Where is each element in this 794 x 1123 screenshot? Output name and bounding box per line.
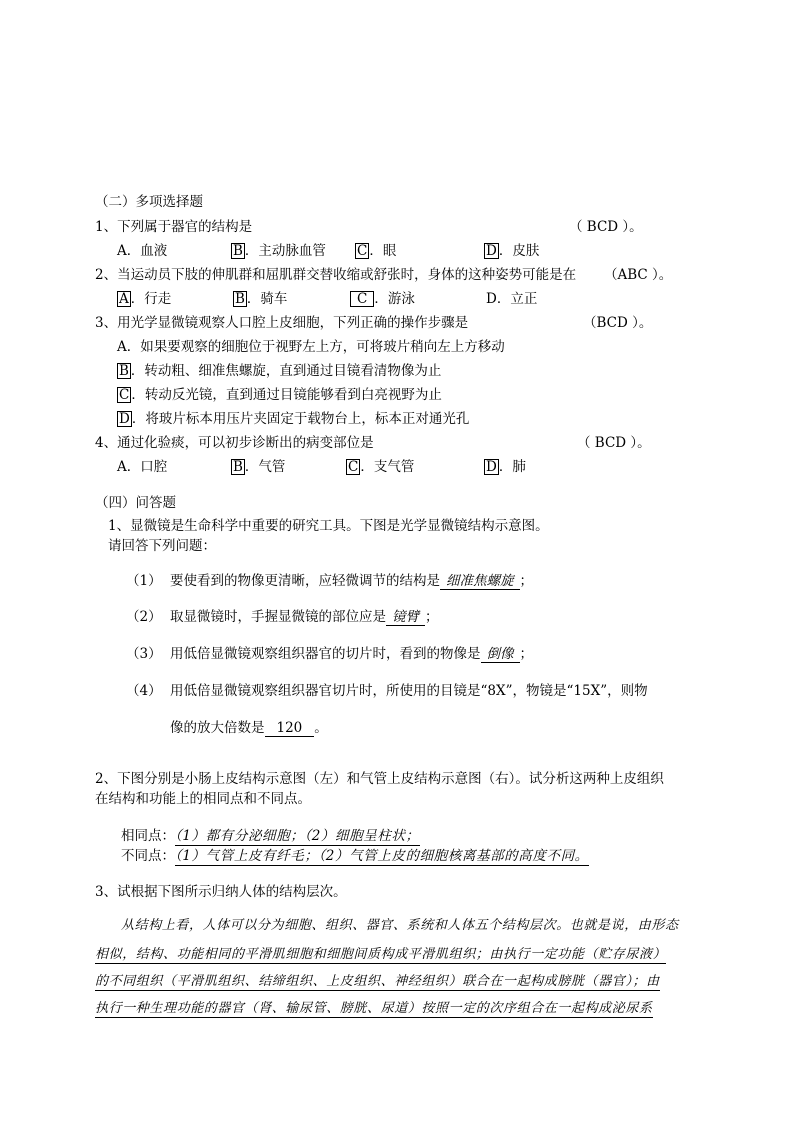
mc-q1-stem: 1、下列属于器官的结构是	[95, 219, 253, 235]
mc-q1-option-a: A．血液	[117, 243, 168, 259]
answer-blank: 倒像	[481, 646, 520, 663]
mc-q1-answer: （ BCD ）。	[569, 219, 643, 235]
mc-q3-option-b: B ．转动粗、细准焦螺旋，直到通过目镜看清物像为止	[119, 363, 442, 379]
qa-q1-item-3: 用低倍显微镜观察组织器官的切片时，看到的物像是 倒像 ；	[170, 646, 533, 662]
marked-letter: B	[233, 243, 243, 259]
handwritten-answer: （1）都有分泌细胞；（2）细胞呈柱状；	[175, 828, 420, 844]
qa-q1-item-4-num: （4）	[126, 683, 162, 699]
mc-section-heading: （二）多项选择题	[95, 194, 203, 210]
qa-q2-line2: 在结构和功能上的相同点和不同点。	[95, 791, 311, 807]
qa-q1-item-4-line2: 像的放大倍数是 120 。	[170, 720, 328, 736]
marked-letter: D	[119, 411, 130, 427]
marked-letter: B	[235, 291, 245, 307]
qa-q3-answer-line-1: 从结构上看，人体可以分为细胞、组织、器官、系统和人体五个结构层次。也就是说，由形态	[121, 918, 679, 933]
qa-q2-line1: 2、下图分别是小肠上皮结构示意图（左）和气管上皮结构示意图（右）。试分析这两种上皮组织	[95, 771, 664, 787]
marked-letter: C	[357, 243, 368, 259]
qa-q3-stem: 3、试根据下图所示归纳人体的结构层次。	[95, 884, 347, 900]
mc-q2-option-b: B ．骑车	[235, 291, 288, 307]
qa-section-heading: （四）问答题	[95, 495, 176, 511]
qa-q3-answer-line-4: 执行一种生理功能的器官（肾、输尿管、膀胱、尿道）按照一定的次序组合在一起构成泌尿系	[95, 997, 653, 1018]
marked-letter: C	[119, 387, 130, 403]
answer-blank: 120	[265, 720, 315, 737]
mc-q3-option-d: D ．将玻片标本用压片夹固定于载物台上，标本正对通光孔	[119, 411, 470, 427]
mc-q3-option-c: C ．转动反光镜，直到通过目镜能够看到白亮视野为止	[119, 387, 442, 403]
mc-q1-option-b: B ．主动脉血管	[233, 243, 326, 259]
qa-q1-item-3-num: （3）	[126, 646, 162, 662]
mc-q3-answer: （BCD ）。	[583, 315, 653, 331]
mc-q2-option-a: A ．行走	[119, 291, 172, 307]
mc-q1-option-c: C ．眼	[357, 243, 397, 259]
mc-q2-option-d: D．立正	[486, 291, 538, 307]
mc-q4-answer: （ BCD ）。	[577, 435, 651, 451]
answer-blank: 镜臂	[386, 609, 425, 626]
mc-q2-answer: （ABC ）。	[604, 267, 673, 283]
marked-letter: D	[486, 459, 497, 475]
marked-letter: A	[119, 291, 129, 307]
qa-q1-item-2-num: （2）	[126, 609, 162, 625]
qa-q1-item-1-num: （1）	[126, 573, 162, 589]
qa-q1-intro: 1、显微镜是生命科学中重要的研究工具。下图是光学显微镜结构示意图。	[108, 518, 549, 534]
handwritten-answer: （1）气管上皮有纤毛；（2）气管上皮的细胞核离基部的高度不同。	[175, 848, 589, 864]
marked-letter: B	[233, 459, 243, 475]
qa-q2-same: 相同点：（1）都有分泌细胞；（2）细胞呈柱状；	[121, 828, 420, 844]
marked-letter: B	[119, 363, 129, 379]
mc-q2-stem: 2、当运动员下肢的伸肌群和屈肌群交替收缩或舒张时，身体的这种姿势可能是在	[95, 267, 577, 283]
marked-letter: D	[486, 243, 497, 259]
mc-q4-option-c: C ．支气管	[348, 459, 415, 475]
answer-blank: 细准焦螺旋	[440, 573, 520, 590]
mc-q2-option-c: C ．游泳	[350, 287, 415, 307]
mc-q3-stem: 3、用光学显微镜观察人口腔上皮细胞，下列正确的操作步骤是	[95, 315, 469, 331]
qa-q1-item-1: 要使看到的物像更清晰，应轻微调节的结构是 细准焦螺旋 ；	[170, 573, 533, 589]
mc-q1-option-d: D ．皮肤	[486, 243, 540, 259]
mc-q4-option-d: D ．肺	[486, 459, 526, 475]
qa-q2-diff: 不同点：（1）气管上皮有纤毛；（2）气管上皮的细胞核离基部的高度不同。	[121, 848, 589, 864]
qa-q3-answer-line-3: 的不同组织（平滑肌组织、结缔组织、上皮组织、神经组织）联合在一起构成膀胱（器官）；由	[95, 970, 660, 991]
mc-q4-stem: 4、通过化验痰，可以初步诊断出的病变部位是	[95, 435, 374, 451]
qa-q1-prompt: 请回答下列问题：	[108, 538, 216, 554]
marked-letter: C	[350, 291, 374, 307]
qa-q1-item-2: 取显微镜时，手握显微镜的部位应是 镜臂 ；	[170, 609, 439, 625]
mc-q4-option-b: B ．气管	[233, 459, 286, 475]
mc-q3-option-a: A．如果要观察的细胞位于视野左上方，可将玻片稍向左上方移动	[117, 339, 505, 355]
qa-q1-item-4-line1: 用低倍显微镜观察组织器官切片时，所使用的目镜是“8X”，物镜是“15X”，则物	[170, 683, 648, 699]
qa-q3-answer-line-2: 相似，结构、功能相同的平滑肌细胞和细胞间质构成平滑肌组织；由执行一定功能（贮存尿液）	[95, 943, 666, 964]
mc-q4-option-a: A．口腔	[117, 459, 168, 475]
marked-letter: C	[348, 459, 359, 475]
